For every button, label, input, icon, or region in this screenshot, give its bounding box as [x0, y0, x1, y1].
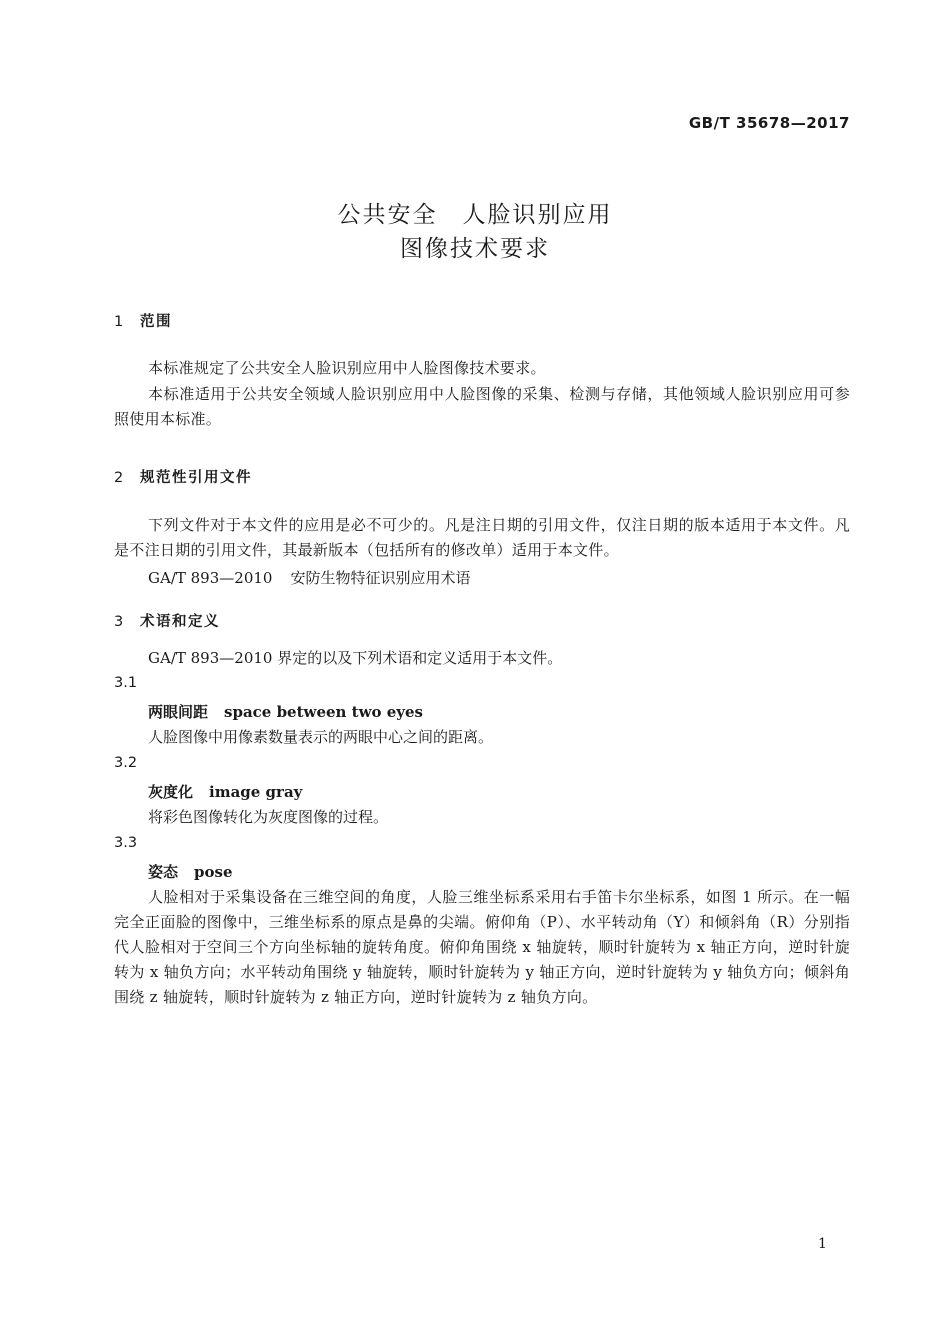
- section-title: 范围: [140, 314, 172, 330]
- section-1-paragraph-2: 本标准适用于公共安全领域人脸识别应用中人脸图像的采集、检测与存储，其他领域人脸识别应用可参照使用本标准。: [114, 385, 850, 428]
- section-3-heading: [114, 610, 220, 631]
- term-heading: [148, 861, 233, 882]
- term-english: space between two eyes: [224, 703, 423, 721]
- section-title: 规范性引用文件: [140, 470, 252, 486]
- section-1-heading: [114, 310, 172, 331]
- section-number: 3: [114, 614, 125, 630]
- standard-code: GB/T 35678—2017: [688, 114, 850, 132]
- section-2-heading: [114, 466, 252, 487]
- term-heading: [148, 781, 302, 802]
- term-definition: 将彩色图像转化为灰度图像的过程。: [148, 808, 389, 826]
- section-2-paragraph: 下列文件对于本文件的应用是必不可少的。凡是注日期的引用文件，仅注日期的版本适用于本文件。凡是不注日期的引用文件，其最新版本（包括所有的修改单）适用于本文件。: [114, 516, 850, 559]
- section-3-intro: GA/T 893—2010 界定的以及下列术语和定义适用于本文件。: [148, 649, 563, 667]
- term-number: 3.2: [114, 755, 138, 771]
- title-line-1: 公共安全 人脸识别应用: [337, 202, 613, 228]
- normative-reference: [148, 566, 470, 591]
- term-chinese: 灰度化: [148, 783, 194, 801]
- term-english: pose: [194, 863, 233, 881]
- term-heading: [148, 701, 423, 722]
- section-title: 术语和定义: [140, 614, 220, 630]
- page-number: 1: [818, 1236, 827, 1252]
- section-number: 2: [114, 470, 125, 486]
- term-number: 3.1: [114, 675, 138, 691]
- section-number: 1: [114, 314, 125, 330]
- title-line-2: 图像技术要求: [400, 236, 550, 262]
- section-1-paragraph-1: 本标准规定了公共安全人脸识别应用中人脸图像技术要求。: [148, 359, 546, 377]
- reference-code: GA/T 893—2010: [148, 569, 273, 587]
- term-chinese: 两眼间距: [148, 703, 209, 721]
- term-definition: 人脸图像中用像素数量表示的两眼中心之间的距离。: [148, 728, 494, 746]
- term-number: 3.3: [114, 835, 138, 851]
- reference-title: 安防生物特征识别应用术语: [290, 569, 471, 587]
- term-english: image gray: [209, 783, 303, 801]
- term-chinese: 姿态: [148, 863, 179, 881]
- term-definition: 人脸相对于采集设备在三维空间的角度，人脸三维坐标系采用右手笛卡尔坐标系，如图 1 所示。在一幅完全正面脸的图像中，三维坐标系的原点是鼻的尖端。俯仰角（P）、水平转动角（Y）和倾斜角（R）分别指代人脸相对于空间三个方向坐标轴的旋转角度。俯仰角围绕 x 轴旋转，顺时针旋转为 x 轴正方向，逆时针旋转为 x 轴负方向；水平转动角围绕 y 轴旋转，顺时针旋转为 y 轴正方向，逆时针旋转为 y 轴负方向；倾斜角围绕 z 轴旋转，顺时针旋转为 z 轴正方向，逆时针旋转为 z 轴负方向。: [114, 888, 850, 1006]
